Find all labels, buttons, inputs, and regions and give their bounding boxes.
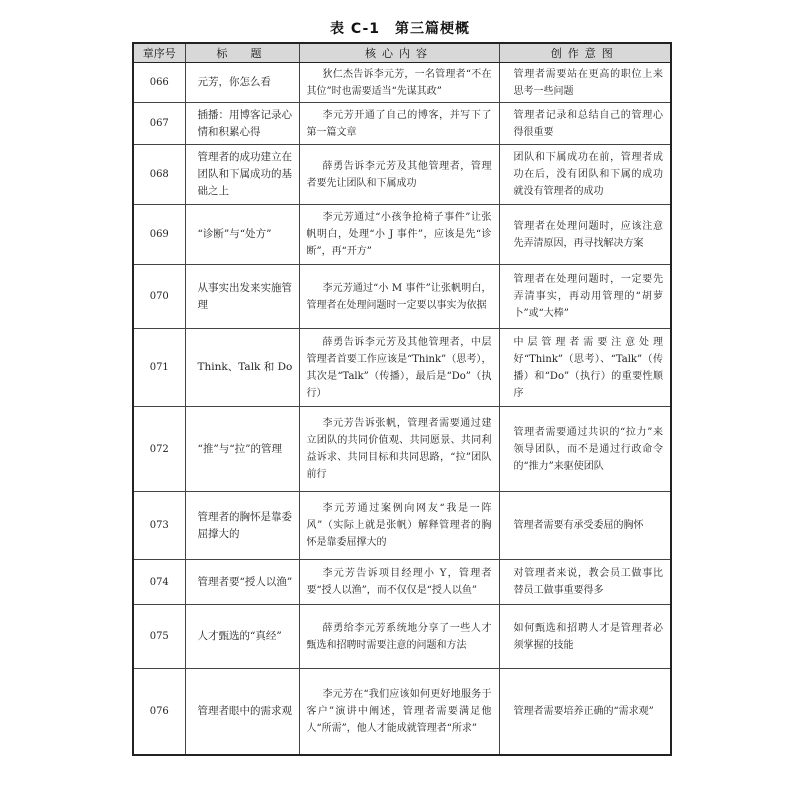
core-content: 李元芳通过案例向网友“我是一阵风”（实际上就是张帆）解释管理者的胸怀是靠委屈撑大的: [299, 492, 499, 560]
chapter-number: 068: [133, 145, 185, 205]
creative-intent: 管理者记录和总结自己的管理心得很重要: [499, 103, 671, 145]
table-row: [133, 407, 671, 492]
chapter-title: 人才甄选的“真经”: [185, 605, 299, 669]
creative-intent: 管理者需要站在更高的职位上来思考一些问题: [499, 63, 671, 103]
synopsis-table: [132, 42, 672, 756]
core-content: 薛勇给李元芳系统地分享了一些人才甄选和招聘时需要注意的问题和方法: [299, 605, 499, 669]
chapter-title: 管理者的胸怀是靠委屈撑大的: [185, 492, 299, 560]
chapter-title: 管理者要“授人以渔”: [185, 560, 299, 605]
chapter-title: 从事实出发来实施管理: [185, 265, 299, 329]
chapter-number: 074: [133, 560, 185, 605]
chapter-title: 管理者的成功建立在团队和下属成功的基础之上: [185, 145, 299, 205]
creative-intent: 管理者需要有承受委屈的胸怀: [499, 492, 671, 560]
creative-intent: 管理者需要培养正确的“需求观”: [499, 669, 671, 755]
chapter-number: 076: [133, 669, 185, 755]
chapter-number: 067: [133, 103, 185, 145]
chapter-title: 管理者眼中的需求观: [185, 669, 299, 755]
table-row: [133, 145, 671, 205]
chapter-number: 075: [133, 605, 185, 669]
core-content: 薛勇告诉李元芳及其他管理者，中层管理者首要工作应该是“Think”（思考），其次是“Talk”（传播），最后是“Do”（执行）: [299, 329, 499, 407]
table-row: [133, 103, 671, 145]
header-title: 标 题: [185, 43, 299, 63]
table-row: [133, 265, 671, 329]
chapter-number: 070: [133, 265, 185, 329]
core-content: 李元芳在“我们应该如何更好地服务于客户”演讲中阐述，管理者需要满足他人“所需”，他人才能成就管理者“所求”: [299, 669, 499, 755]
chapter-title: 插播：用博客记录心情和积累心得: [185, 103, 299, 145]
header-row: [133, 43, 671, 63]
chapter-number: 069: [133, 205, 185, 265]
core-content: 狄仁杰告诉李元芳，一名管理者“不在其位”时也需要适当“先谋其政”: [299, 63, 499, 103]
table-caption: 表 C-1 第三篇梗概: [329, 21, 471, 37]
table-row: [133, 63, 671, 103]
table-row: [133, 605, 671, 669]
chapter-title: 元芳，你怎么看: [185, 63, 299, 103]
chapter-number: 066: [133, 63, 185, 103]
chapter-number: 073: [133, 492, 185, 560]
core-content: 李元芳告诉张帆，管理者需要通过建立团队的共同价值观、共同愿景、共同利益诉求、共同目标和共同思路，“拉”团队前行: [299, 407, 499, 492]
table-row: [133, 329, 671, 407]
creative-intent: 管理者在处理问题时，应该注意先弄清原因，再寻找解决方案: [499, 205, 671, 265]
chapter-title: “推”与“拉”的管理: [185, 407, 299, 492]
creative-intent: 对管理者来说，教会员工做事比替员工做事重要得多: [499, 560, 671, 605]
header-creative-intent: 创作意图: [499, 43, 671, 63]
table-row: [133, 669, 671, 755]
core-content: 李元芳告诉项目经理小 Y，管理者要“授人以渔”，而不仅仅是“授人以鱼”: [299, 560, 499, 605]
core-content: 李元芳通过“小 M 事件”让张帆明白，管理者在处理问题时一定要以事实为依据: [299, 265, 499, 329]
creative-intent: 管理者需要通过共识的“拉力”来领导团队，而不是通过行政命令的“推力”来驱使团队: [499, 407, 671, 492]
creative-intent: 中层管理者需要注意处理好“Think”（思考）、“Talk”（传播）和“Do”（执行）的重要性顺序: [499, 329, 671, 407]
core-content: 李元芳开通了自己的博客，并写下了第一篇文章: [299, 103, 499, 145]
chapter-number: 072: [133, 407, 185, 492]
core-content: 李元芳通过“小孩争抢椅子事件”让张帆明白，处理“小 J 事件”，应该是先“诊断”，再“开方”: [299, 205, 499, 265]
header-core-content: 核心内容: [299, 43, 499, 63]
table-row: [133, 492, 671, 560]
chapter-title: “诊断”与“处方”: [185, 205, 299, 265]
creative-intent: 管理者在处理问题时，一定要先弄清事实，再动用管理的“胡萝卜”或“大棒”: [499, 265, 671, 329]
creative-intent: 如何甄选和招聘人才是管理者必须掌握的技能: [499, 605, 671, 669]
chapter-title: Think、Talk 和 Do: [185, 329, 299, 407]
creative-intent: 团队和下属成功在前，管理者成功在后，没有团队和下属的成功就没有管理者的成功: [499, 145, 671, 205]
core-content: 薛勇告诉李元芳及其他管理者，管理者要先让团队和下属成功: [299, 145, 499, 205]
table-row: [133, 560, 671, 605]
chapter-number: 071: [133, 329, 185, 407]
header-chapter-number: 章序号: [133, 43, 185, 63]
table-row: [133, 205, 671, 265]
